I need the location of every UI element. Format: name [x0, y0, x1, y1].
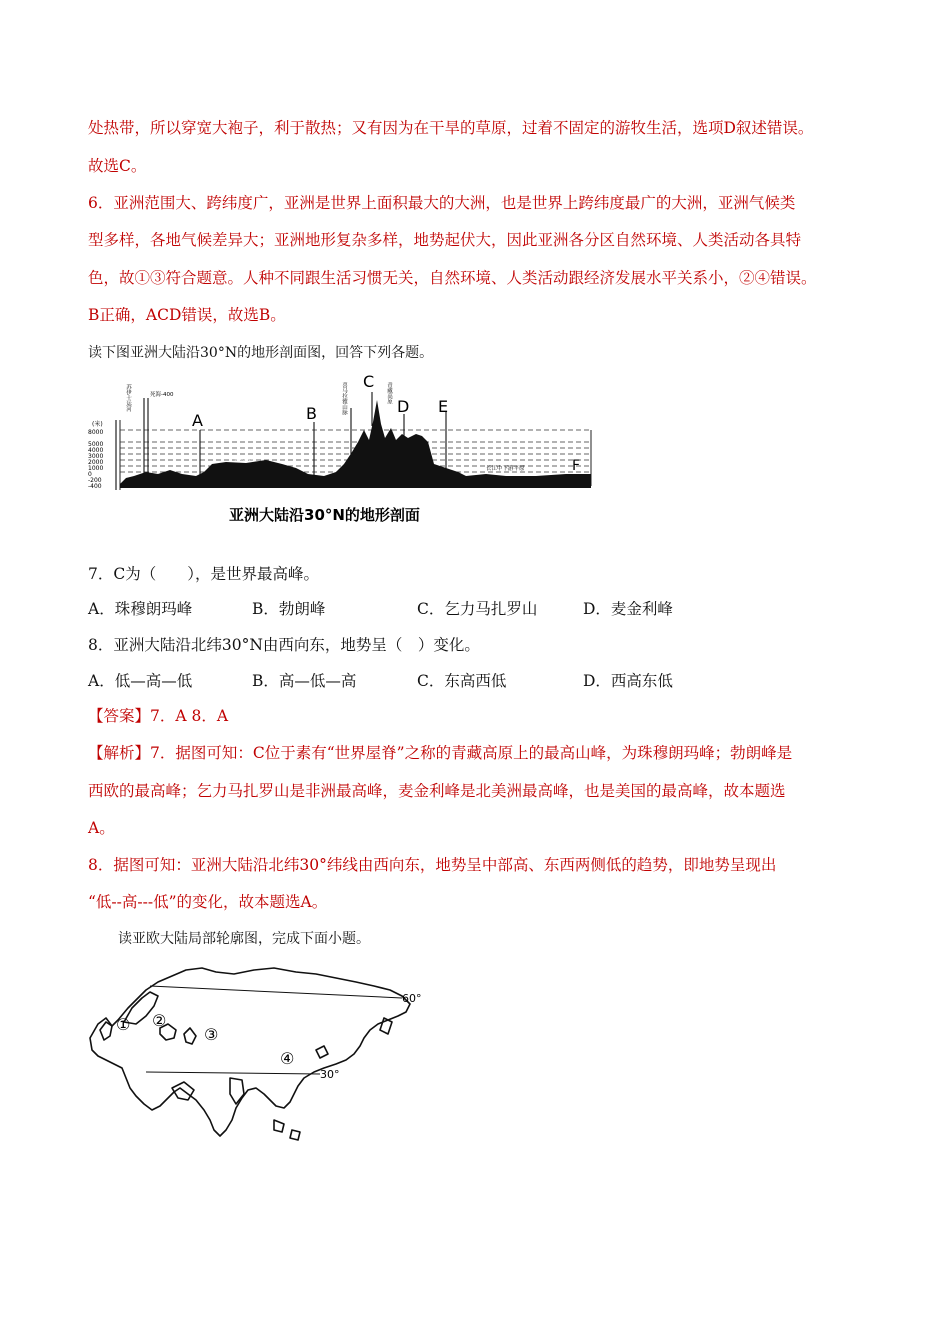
- point-a: A: [192, 411, 203, 430]
- figure-intro: 读下图亚洲大陆沿30°N的地形剖面图，回答下列各题。: [88, 345, 434, 361]
- marker-2: ②: [152, 1011, 167, 1030]
- text-line: 6．亚洲范围大、跨纬度广，亚洲是世界上面积最大的大洲，也是世界上跨纬度最广的大洲，亚洲气候类: [88, 194, 796, 212]
- point-c: C: [363, 372, 375, 391]
- unit-label: (米): [92, 421, 103, 428]
- ytick: 3000: [88, 453, 104, 460]
- text-line: 处热带，所以穿宽大袍子，利于散热；又有因为在干旱的草原，过着不固定的游牧生活，选项D叙述错误。: [88, 119, 814, 137]
- label-suez: 苏伊士运河: [125, 384, 131, 412]
- ytick: 2000: [88, 459, 104, 466]
- ytick: 0: [88, 471, 92, 478]
- ytick: -200: [88, 477, 102, 484]
- ytick: 5000: [88, 441, 104, 448]
- label-iran: 伊朗高原: [234, 456, 257, 462]
- eurasia-outline-map: [84, 960, 434, 1152]
- text-line: 色，故①③符合题意。人种不同跟生活习惯无关，自然环境、人类活动跟经济发展水平关系小，②④错误。: [88, 269, 817, 287]
- ytick: 1000: [88, 465, 104, 472]
- ytick: 8000: [88, 429, 104, 436]
- label-plateau: 青藏高原: [386, 382, 392, 404]
- q8-option-a[interactable]: A．低—高—低: [88, 672, 193, 690]
- label-deadsea: 死海-400: [150, 392, 174, 398]
- explanation-line: “低--高---低”的变化，故本题选A。: [88, 893, 328, 911]
- point-f: F: [572, 458, 581, 474]
- q8-option-d[interactable]: D．西高东低: [583, 672, 673, 690]
- q7-option-a[interactable]: A．珠穆朗玛峰: [88, 600, 193, 618]
- marker-3: ③: [204, 1025, 219, 1044]
- marker-1: ①: [116, 1015, 131, 1034]
- q7-option-b[interactable]: B．勃朗峰: [252, 600, 326, 618]
- q7-option-c[interactable]: C．乞力马扎罗山: [417, 600, 538, 618]
- explanation-line: 8．据图可知：亚洲大陆沿北纬30°纬线由西向东，地势呈中部高、东西两侧低的趋势，即地势呈现出: [88, 856, 777, 874]
- point-e: E: [438, 397, 449, 416]
- explanation-line: A。: [88, 819, 115, 837]
- ytick: -400: [88, 483, 102, 490]
- question-7: 7．C为（ ），是世界最高峰。: [88, 565, 319, 583]
- text-line: B正确，ACD错误，故选B。: [88, 306, 286, 324]
- lat-60-label: 60°: [402, 992, 422, 1005]
- point-d: D: [397, 397, 410, 416]
- label-yangtze: 长江中下游平原: [486, 466, 525, 472]
- lat-30-label: 30°: [320, 1068, 340, 1081]
- ytick: 4000: [88, 447, 104, 454]
- point-b: B: [306, 404, 317, 423]
- explanation-line: 西欧的最高峰；乞力马扎罗山是非洲最高峰，麦金利峰是北美洲最高峰，也是美国的最高峰，故本题选: [88, 782, 786, 800]
- text-line: 型多样，各地气候差异大；亚洲地形复杂多样，地势起伏大，因此亚洲各分区自然环境、人类活动各具特: [88, 231, 802, 249]
- figure-intro: 读亚欧大陆局部轮廓图，完成下面小题。: [118, 931, 370, 947]
- text-line: 故选C。: [88, 157, 147, 175]
- q7-option-d[interactable]: D．麦金利峰: [583, 600, 673, 618]
- figure-caption: 亚洲大陆沿30°N的地形剖面: [229, 506, 420, 524]
- terrain-silhouette: [120, 400, 591, 486]
- terrain-profile-figure: [86, 368, 598, 528]
- q8-option-b[interactable]: B．高—低—高: [252, 672, 357, 690]
- label-himalaya: 喜马拉雅山脉: [341, 382, 347, 415]
- answer-line: 【答案】7．A 8．A: [88, 707, 229, 725]
- q8-option-c[interactable]: C．东高西低: [417, 672, 507, 690]
- marker-4: ④: [280, 1049, 295, 1068]
- explanation-line: 【解析】7．据图可知：C位于素有“世界屋脊”之称的青藏高原上的最高山峰，为珠穆朗玛峰；勃朗峰是: [88, 744, 793, 762]
- question-8: 8．亚洲大陆沿北纬30°N由西向东，地势呈（ ）变化。: [88, 636, 480, 654]
